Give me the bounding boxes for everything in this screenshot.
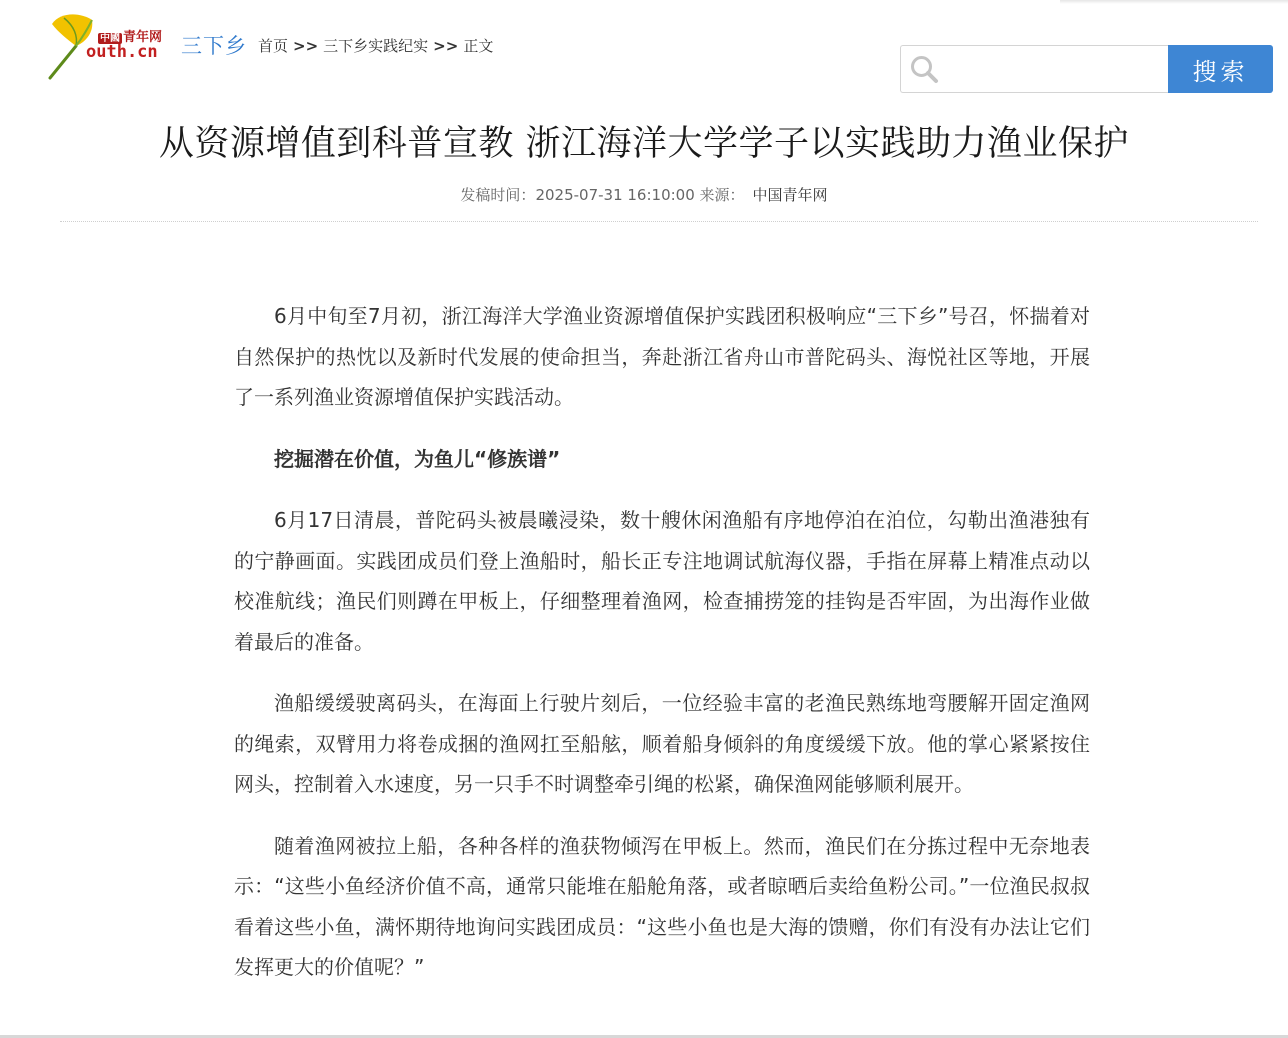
article-title: 从资源增值到科普宣教 浙江海洋大学学子以实践助力渔业保护 xyxy=(158,124,1130,164)
logo-english-text: outh.cn xyxy=(86,42,158,62)
article-body xyxy=(234,296,1090,1009)
article-paragraph: 6月中旬至7月初，浙江海洋大学渔业资源增值保护实践团积极响应“三下乡”号召，怀揣着对自然保护的热忱以及新时代发展的使命担当，奔赴浙江省舟山市普陀码头、海悦社区等地，开展了一系列渔业资源增值保护实践活动。 xyxy=(234,304,1090,409)
breadcrumb-separator: >> xyxy=(293,37,319,55)
source-label: 来源： xyxy=(699,186,745,204)
search-input[interactable] xyxy=(945,52,1165,86)
logo-cn-text: 青年网 xyxy=(123,30,163,45)
logo-cn-box: 中國 xyxy=(100,33,120,44)
article-meta xyxy=(0,184,1288,205)
site-header xyxy=(0,0,1288,100)
article-paragraph: 6月17日清晨，普陀码头被晨曦浸染，数十艘休闲渔船有序地停泊在泊位，勾勒出渔港独有的宁静画面。实践团成员们登上渔船时，船长正专注地调试航海仪器，手指在屏幕上精准点动以校准航线；渔民们则蹲在甲板上，仔细整理着渔网，检查捕捞笼的挂钩是否牢固，为出海作业做着最后的准备。 xyxy=(234,508,1090,654)
article-paragraph: 随着渔网被拉上船，各种各样的渔获物倾泻在甲板上。然而，渔民们在分拣过程中无奈地表示：“这些小鱼经济价值不高，通常只能堆在船舱角落，或者晾晒后卖给鱼粉公司。”一位渔民叔叔看着这些小鱼，满怀期待地询问实践团成员：“这些小鱼也是大海的馈赠，你们有没有办法让它们发挥更大的价值呢？” xyxy=(234,833,1090,979)
search-button[interactable]: 搜索 xyxy=(1168,45,1273,93)
section-name[interactable]: 三下乡 xyxy=(181,34,247,58)
publish-time-label: 发稿时间： xyxy=(460,186,536,204)
search-box[interactable] xyxy=(900,45,1169,93)
article-subheading: 挖掘潜在价值，为鱼儿“修族谱” xyxy=(274,446,561,471)
title-divider xyxy=(60,221,1258,222)
breadcrumb-current: 正文 xyxy=(463,37,494,55)
breadcrumb-category[interactable]: 三下乡实践纪实 xyxy=(323,37,429,55)
breadcrumb-home[interactable]: 首页 xyxy=(258,37,289,55)
breadcrumb-separator: >> xyxy=(433,37,459,55)
publish-time: 2025-07-31 16:10:00 xyxy=(535,186,695,204)
search-bar xyxy=(900,45,1272,93)
source-name[interactable]: 中国青年网 xyxy=(752,186,828,204)
search-icon xyxy=(909,54,939,84)
breadcrumb xyxy=(258,35,493,56)
article-paragraph: 渔船缓缓驶离码头，在海面上行驶片刻后，一位经验丰富的老渔民熟练地弯腰解开固定渔网的绳索，双臂用力将卷成捆的渔网扛至船舷，顺着船身倾斜的角度缓缓下放。他的掌心紧紧按住网头，控制着入水速度，另一只手不时调整牵引绳的松紧，确保渔网能够顺利展开。 xyxy=(234,691,1090,796)
